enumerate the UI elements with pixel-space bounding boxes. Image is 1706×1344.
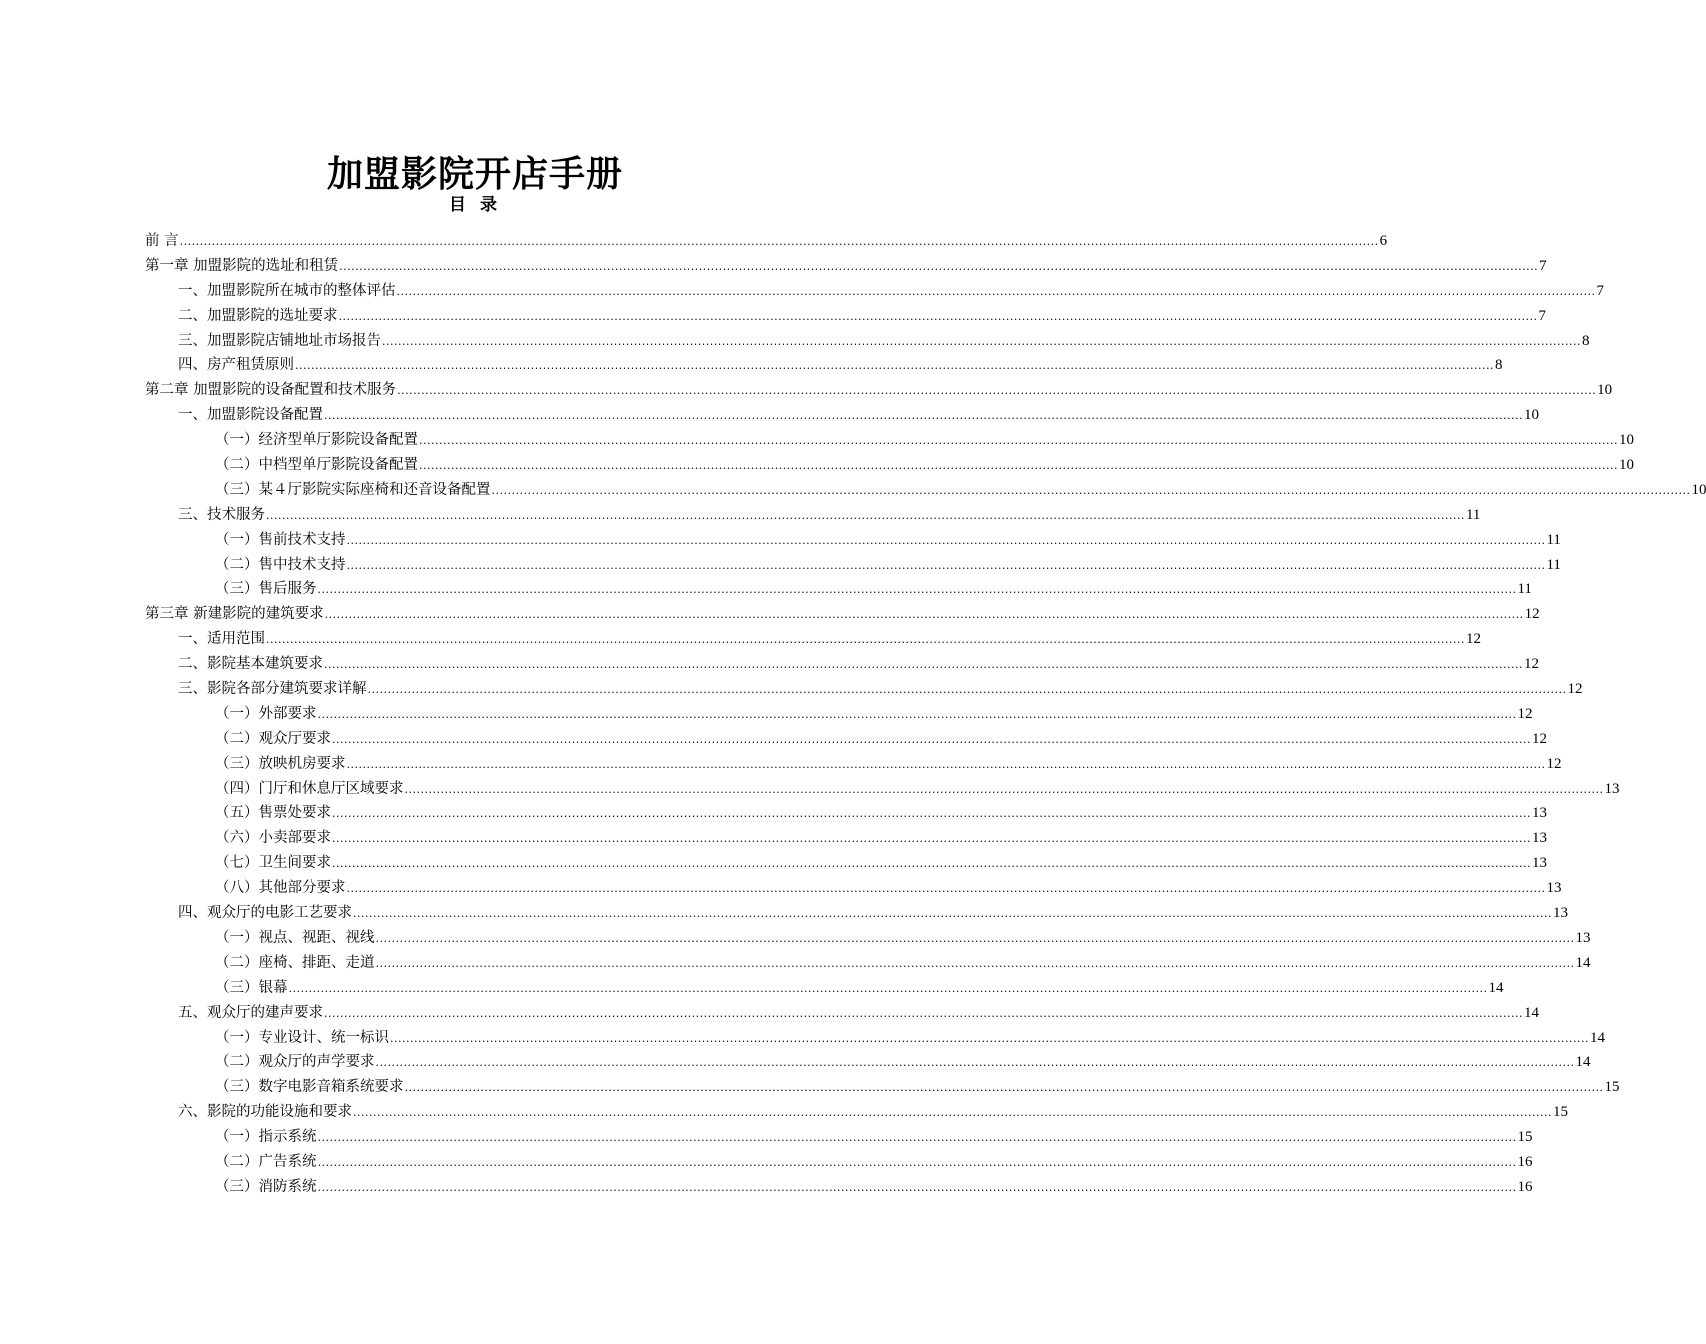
toc-dot-leader: ............................................................................................................................................................................................................................................................................................................ — [317, 1155, 1517, 1169]
toc-page-number: 12 — [1523, 656, 1539, 673]
toc-page-number: 12 — [1465, 631, 1481, 648]
toc-entry-title: （三）某４厅影院实际座椅和还音设备配置 — [215, 481, 491, 498]
toc-page-number: 6 — [1379, 233, 1388, 249]
toc-dot-leader: ............................................................................................................................................................................................................................................................................................................ — [346, 882, 1546, 896]
toc-dot-leader: ............................................................................................................................................................................................................................................................................................................ — [317, 1131, 1517, 1145]
toc-entry[interactable] — [145, 353, 1503, 378]
toc-dot-leader: ............................................................................................................................................................................................................................................................................................................ — [353, 907, 1552, 921]
toc-entry[interactable] — [145, 727, 1547, 752]
toc-entry[interactable] — [145, 951, 1591, 976]
toc-dot-leader: ............................................................................................................................................................................................................................................................................................................ — [332, 832, 1531, 846]
toc-entry[interactable] — [145, 1050, 1591, 1075]
toc-page-number: 14 — [1523, 1004, 1539, 1021]
toc-page-number: 13 — [1531, 830, 1547, 847]
document-title: 加盟影院开店手册 — [326, 153, 623, 196]
toc-entry[interactable] — [145, 1100, 1568, 1125]
toc-dot-leader: ............................................................................................................................................................................................................................................................................................................ — [375, 956, 1575, 970]
toc-entry-title: （三）放映机房要求 — [215, 755, 346, 772]
toc-dot-leader: ............................................................................................................................................................................................................................................................................................................ — [332, 857, 1531, 871]
toc-page-number: 11 — [1517, 581, 1532, 598]
toc-entry-title: 四、观众厅的电影工艺要求 — [178, 905, 352, 922]
toc-entry-title: 三、加盟影院店铺地址市场报告 — [178, 332, 381, 349]
toc-dot-leader: ............................................................................................................................................................................................................................................................................................................ — [367, 683, 1567, 697]
toc-entry[interactable] — [145, 602, 1540, 627]
toc-dot-leader: ............................................................................................................................................................................................................................................................................................................ — [295, 359, 1494, 373]
toc-entry[interactable] — [145, 553, 1561, 578]
toc-entry[interactable] — [145, 876, 1562, 901]
toc-entry-title: （一）售前技术支持 — [215, 531, 346, 548]
toc-entry[interactable] — [145, 901, 1568, 926]
toc-dot-leader: ............................................................................................................................................................................................................................................................................................................ — [390, 1031, 1589, 1045]
toc-dot-leader: ............................................................................................................................................................................................................................................................................................................ — [317, 583, 1517, 597]
toc-page-number: 12 — [1567, 681, 1583, 698]
toc-entry-title: （二）座椅、排距、走道 — [215, 954, 375, 971]
toc-page-number: 7 — [1538, 307, 1546, 324]
toc-page-number: 14 — [1575, 954, 1591, 971]
toc-dot-leader: ............................................................................................................................................................................................................................................................................................................ — [266, 633, 1465, 647]
toc-dot-leader: ............................................................................................................................................................................................................................................................................................................ — [324, 1006, 1523, 1020]
toc-entry[interactable] — [145, 752, 1562, 777]
toc-page-number: 8 — [1581, 332, 1590, 349]
toc-entry[interactable] — [145, 1175, 1533, 1200]
toc-entry-title: （二）中档型单厅影院设备配置 — [215, 457, 418, 474]
toc-dot-leader: ............................................................................................................................................................................................................................................................................................................ — [324, 608, 1524, 622]
toc-dot-leader: ............................................................................................................................................................................................................................................................................................................ — [332, 807, 1531, 821]
toc-entry-title: （一）外部要求 — [215, 705, 317, 722]
toc-dot-leader: ............................................................................................................................................................................................................................................................................................................ — [404, 1081, 1604, 1095]
toc-page-number: 15 — [1552, 1104, 1568, 1121]
toc-page-number: 14 — [1488, 979, 1504, 996]
toc-entry[interactable] — [145, 1001, 1539, 1026]
toc-entry[interactable] — [145, 279, 1604, 304]
toc-dot-leader: ............................................................................................................................................................................................................................................................................................................ — [317, 1180, 1517, 1194]
toc-page-number: 11 — [1546, 531, 1561, 548]
toc-dot-leader: ............................................................................................................................................................................................................................................................................................................ — [419, 459, 1618, 473]
toc-entry-title: 四、房产租赁原则 — [178, 357, 294, 374]
toc-page-number: 15 — [1517, 1129, 1533, 1146]
toc-entry-title: 三、影院各部分建筑要求详解 — [178, 681, 367, 698]
toc-entry[interactable] — [145, 229, 1388, 254]
toc-dot-leader: ............................................................................................................................................................................................................................................................................................................ — [266, 508, 1465, 522]
toc-dot-leader: ............................................................................................................................................................................................................................................................................................................ — [324, 409, 1523, 423]
toc-page-number: 16 — [1517, 1153, 1533, 1170]
toc-dot-leader: ............................................................................................................................................................................................................................................................................................................ — [317, 707, 1517, 721]
toc-dot-leader: ............................................................................................................................................................................................................................................................................................................ — [491, 483, 1691, 497]
toc-entry[interactable] — [145, 652, 1539, 677]
toc-page-number: 13 — [1531, 855, 1547, 872]
toc-entry-title: （七）卫生间要求 — [215, 855, 331, 872]
toc-dot-leader: ............................................................................................................................................................................................................................................................................................................ — [404, 782, 1604, 796]
toc-page-number: 10 — [1618, 432, 1634, 449]
toc-dot-leader: ............................................................................................................................................................................................................................................................................................................ — [346, 558, 1546, 572]
toc-entry[interactable] — [145, 677, 1583, 702]
table-of-contents — [145, 229, 1706, 1200]
toc-entry-title: 二、加盟影院的选址要求 — [178, 307, 338, 324]
toc-entry-title: （八）其他部分要求 — [215, 880, 346, 897]
toc-entry-title: （一）专业设计、统一标识 — [215, 1029, 389, 1046]
toc-page-number: 11 — [1546, 556, 1561, 573]
toc-entry[interactable] — [145, 1125, 1533, 1150]
toc-page-number: 15 — [1604, 1079, 1620, 1096]
toc-entry[interactable] — [145, 926, 1591, 951]
toc-entry-title: （一）视点、视距、视线 — [215, 929, 375, 946]
toc-entry[interactable] — [145, 826, 1547, 851]
toc-entry[interactable] — [145, 851, 1547, 876]
toc-entry[interactable] — [145, 378, 1613, 403]
toc-entry-title: （四）门厅和休息厅区域要求 — [215, 780, 404, 797]
toc-page-number: 11 — [1465, 506, 1481, 523]
toc-page-number: 10 — [1523, 407, 1539, 424]
toc-entry-title: （二）观众厅的声学要求 — [215, 1054, 375, 1071]
toc-entry[interactable] — [145, 627, 1481, 652]
toc-dot-leader: ............................................................................................................................................................................................................................................................................................................ — [419, 434, 1618, 448]
toc-entry-title: （三）数字电影音箱系统要求 — [215, 1079, 404, 1096]
toc-entry[interactable] — [145, 1026, 1605, 1051]
toc-page-number: 10 — [1691, 481, 1706, 498]
toc-page-number: 12 — [1546, 755, 1562, 772]
toc-page-number: 10 — [1618, 457, 1634, 474]
toc-entry[interactable] — [145, 976, 1504, 1001]
toc-entry-title: 第三章 新建影院的建筑要求 — [145, 606, 324, 623]
toc-entry-title: 前 言 — [145, 233, 179, 249]
toc-dot-leader: ............................................................................................................................................................................................................................................................................................................ — [339, 259, 1539, 273]
toc-entry-title: （二）广告系统 — [215, 1153, 317, 1170]
toc-page-number: 14 — [1575, 1054, 1591, 1071]
toc-page-number: 7 — [1539, 257, 1547, 274]
toc-entry-title: 六、影院的功能设施和要求 — [178, 1104, 352, 1121]
toc-dot-leader: ............................................................................................................................................................................................................................................................................................................ — [324, 658, 1523, 672]
toc-dot-leader: ............................................................................................................................................................................................................................................................................................................ — [397, 384, 1597, 398]
toc-dot-leader: ............................................................................................................................................................................................................................................................................................................ — [179, 235, 1379, 248]
toc-page-number: 13 — [1546, 880, 1562, 897]
toc-entry[interactable] — [145, 1150, 1533, 1175]
toc-entry[interactable] — [145, 304, 1546, 329]
toc-entry-title: 二、影院基本建筑要求 — [178, 656, 323, 673]
toc-dot-leader: ............................................................................................................................................................................................................................................................................................................ — [338, 309, 1538, 323]
toc-page-number: 10 — [1597, 382, 1613, 399]
toc-entry-title: （六）小卖部要求 — [215, 830, 331, 847]
toc-entry-title: 三、技术服务 — [178, 506, 265, 523]
toc-entry[interactable] — [145, 453, 1634, 478]
toc-dot-leader: ............................................................................................................................................................................................................................................................................................................ — [396, 284, 1596, 298]
toc-entry[interactable] — [145, 801, 1547, 826]
toc-entry-title: 五、观众厅的建声要求 — [178, 1004, 323, 1021]
toc-page-number: 12 — [1524, 606, 1540, 623]
toc-page-number: 12 — [1531, 730, 1547, 747]
toc-entry[interactable] — [145, 577, 1532, 602]
toc-dot-leader: ............................................................................................................................................................................................................................................................................................................ — [288, 981, 1488, 995]
toc-entry[interactable] — [145, 428, 1634, 453]
toc-entry-title: 第二章 加盟影院的设备配置和技术服务 — [145, 382, 397, 399]
toc-entry-title: （三）银幕 — [215, 979, 288, 996]
toc-entry[interactable] — [145, 254, 1547, 279]
toc-entry-title: 一、加盟影院所在城市的整体评估 — [178, 282, 396, 299]
toc-entry-title: （一）指示系统 — [215, 1129, 317, 1146]
toc-entry[interactable] — [145, 503, 1481, 528]
toc-entry[interactable] — [145, 777, 1620, 802]
toc-page-number: 13 — [1604, 780, 1620, 797]
toc-entry-title: 一、加盟影院设备配置 — [178, 407, 323, 424]
toc-entry[interactable] — [145, 478, 1706, 503]
toc-entry-title: 第一章 加盟影院的选址和租赁 — [145, 257, 339, 274]
toc-page-number: 13 — [1552, 905, 1568, 922]
toc-dot-leader: ............................................................................................................................................................................................................................................................................................................ — [382, 334, 1581, 348]
toc-dot-leader: ............................................................................................................................................................................................................................................................................................................ — [375, 1056, 1575, 1070]
toc-entry-title: （二）售中技术支持 — [215, 556, 346, 573]
toc-entry-title: （三）售后服务 — [215, 581, 317, 598]
toc-entry[interactable] — [145, 528, 1561, 553]
toc-entry-title: 一、适用范围 — [178, 631, 265, 648]
toc-entry[interactable] — [145, 1075, 1620, 1100]
toc-dot-leader: ............................................................................................................................................................................................................................................................................................................ — [353, 1106, 1552, 1120]
toc-entry[interactable] — [145, 329, 1590, 354]
toc-entry[interactable] — [145, 702, 1533, 727]
toc-heading: 目 录 — [449, 195, 501, 215]
toc-page-number: 7 — [1596, 282, 1604, 299]
toc-page-number: 8 — [1494, 357, 1503, 374]
toc-dot-leader: ............................................................................................................................................................................................................................................................................................................ — [375, 931, 1575, 945]
toc-page-number: 13 — [1531, 805, 1547, 822]
toc-page-number: 12 — [1517, 705, 1533, 722]
toc-entry-title: （一）经济型单厅影院设备配置 — [215, 432, 418, 449]
toc-dot-leader: ............................................................................................................................................................................................................................................................................................................ — [332, 732, 1531, 746]
toc-dot-leader: ............................................................................................................................................................................................................................................................................................................ — [346, 757, 1546, 771]
toc-dot-leader: ............................................................................................................................................................................................................................................................................................................ — [346, 533, 1546, 547]
toc-page-number: 13 — [1575, 929, 1591, 946]
toc-page-number: 16 — [1517, 1178, 1533, 1195]
toc-entry[interactable] — [145, 403, 1539, 428]
toc-page-number: 14 — [1589, 1029, 1605, 1046]
toc-entry-title: （三）消防系统 — [215, 1178, 317, 1195]
toc-entry-title: （二）观众厅要求 — [215, 730, 331, 747]
toc-entry-title: （五）售票处要求 — [215, 805, 331, 822]
